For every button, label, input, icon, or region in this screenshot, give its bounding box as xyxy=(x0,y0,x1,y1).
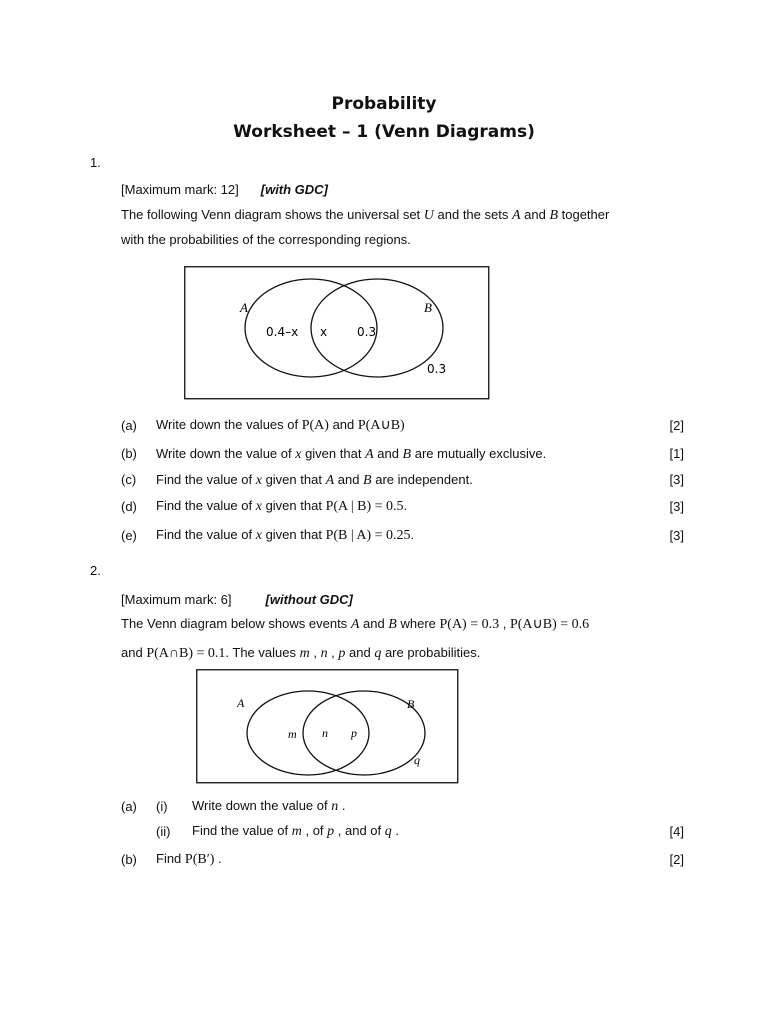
q1-region-outside: 0.3 xyxy=(427,362,447,376)
q2-part-b-mark: [2] xyxy=(669,852,684,867)
page-title: Probability xyxy=(331,94,437,114)
q1-part-e-text: Find the value of x given that P(B | A) = 0.25. xyxy=(156,527,415,543)
q1-part-a-mark: [2] xyxy=(669,418,684,433)
q1-label-a: A xyxy=(240,300,248,315)
q2-label-a: A xyxy=(237,696,245,710)
q1-part-b-mark: [1] xyxy=(669,446,684,461)
q1-part-c-mark: [3] xyxy=(669,472,684,487)
q2-part-a-ii-text: Find the value of m , of p , and of q . xyxy=(192,823,399,839)
q2-region-b-only: p xyxy=(351,726,357,740)
q1-gdc-note: [with GDC] xyxy=(260,182,328,197)
q2-gdc-note: [without GDC] xyxy=(265,592,353,607)
q1-region-intersection: x xyxy=(320,325,328,339)
q1-region-b-only: 0.3 xyxy=(357,325,377,339)
q2-part-a-i-text: Write down the value of n . xyxy=(192,798,346,814)
q1-venn-diagram xyxy=(184,266,491,401)
q2-part-b-text: Find P(B′) . xyxy=(156,851,222,867)
question-2-number: 2. xyxy=(90,563,101,578)
q2-region-a-only: m xyxy=(288,727,297,741)
q2-part-a-mark: [4] xyxy=(669,824,684,839)
q2-max-mark-line xyxy=(121,592,353,607)
q1-part-a-label: (a) xyxy=(121,418,137,433)
q1-part-d-mark: [3] xyxy=(669,499,684,514)
q1-part-e-mark: [3] xyxy=(669,528,684,543)
q2-part-a-ii-label: (ii) xyxy=(156,824,171,839)
q1-max-mark-line xyxy=(121,182,328,197)
q1-label-b: B xyxy=(424,300,432,315)
q1-intro-line-1: The following Venn diagram shows the universal set U and the sets A and B together xyxy=(121,207,610,223)
q2-region-outside: q xyxy=(414,753,420,767)
q1-max-mark: [Maximum mark: 12] xyxy=(121,182,239,197)
q2-part-a-i-label: (i) xyxy=(156,799,168,814)
q1-part-d-label: (d) xyxy=(121,499,137,514)
q2-intro-line-2: and P(A∩B) = 0.1. The values m , n , p and q are probabilities. xyxy=(121,645,481,661)
q1-part-c-text: Find the value of x given that A and B are independent. xyxy=(156,472,473,488)
q1-intro-line-2: with the probabilities of the corresponding regions. xyxy=(121,232,411,247)
q1-region-a-only: 0.4–x xyxy=(266,325,299,339)
q1-part-b-text: Write down the value of x given that A and B are mutually exclusive. xyxy=(156,446,547,462)
q2-part-b-label: (b) xyxy=(121,852,137,867)
q1-part-e-label: (e) xyxy=(121,528,137,543)
page-subtitle: Worksheet – 1 (Venn Diagrams) xyxy=(233,122,535,142)
q1-part-d-text: Find the value of x given that P(A | B) = 0.5. xyxy=(156,498,408,514)
q2-venn-diagram xyxy=(196,669,460,785)
q1-part-b-label: (b) xyxy=(121,446,137,461)
q1-part-a-text: Write down the values of P(A) and P(A∪B) xyxy=(156,417,405,433)
q2-region-intersection: n xyxy=(322,726,328,740)
q2-part-a-label: (a) xyxy=(121,799,137,814)
q2-intro-line-1: The Venn diagram below shows events A and B where P(A) = 0.3 , P(A∪B) = 0.6 xyxy=(121,616,590,632)
q2-label-b: B xyxy=(407,697,415,711)
question-1-number: 1. xyxy=(90,155,101,170)
q2-max-mark: [Maximum mark: 6] xyxy=(121,592,232,607)
q1-part-c-label: (c) xyxy=(121,472,137,487)
